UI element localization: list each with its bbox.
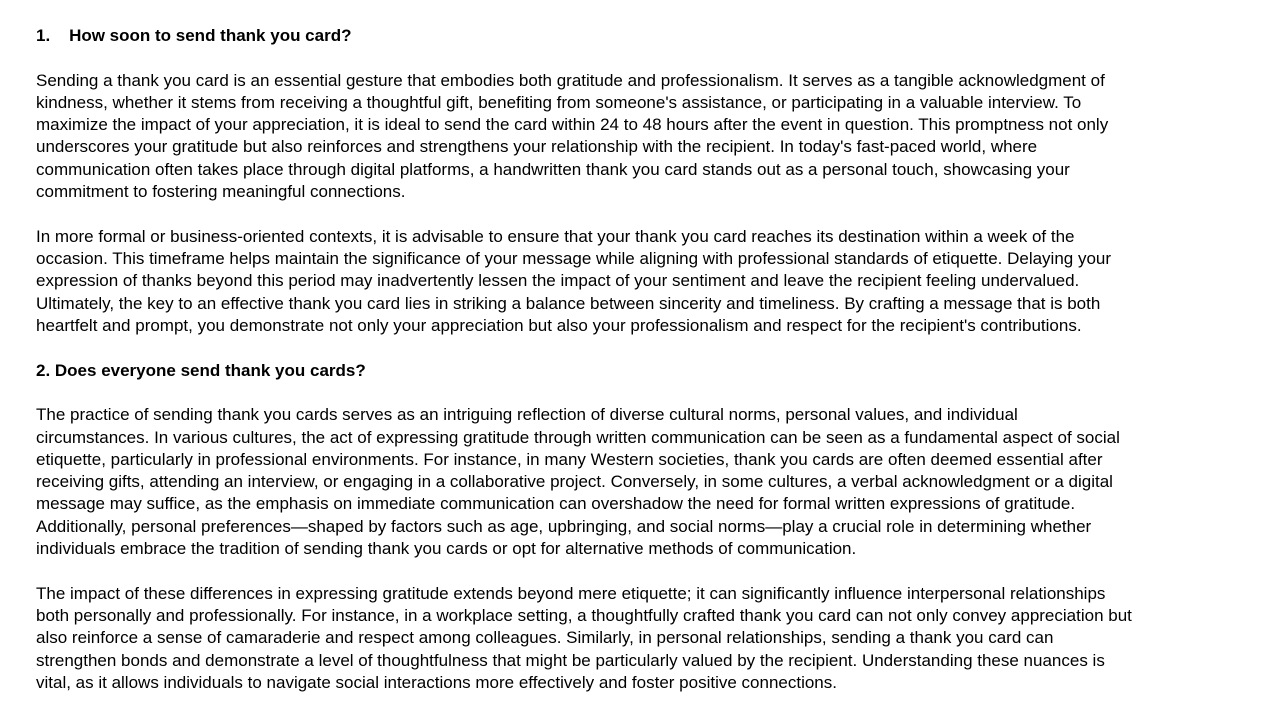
section-1-paragraph-2: In more formal or business-oriented contexts, it is advisable to ensure that your thank you card reaches its destination within a week of the occasion. This timeframe helps maintain the significance of your message while aligning with professional standards of etiquette. Delaying your expression of thanks beyond this period may inadvertently lessen the impact of your sentiment and leave the recipient feeling undervalued. Ultimately, the key to an effective thank you card lies in striking a balance between sincerity and timeliness. By crafting a message that is both heartfelt and prompt, you demonstrate not only your appreciation but also your professionalism and respect for the recipient's contributions. (36, 226, 1112, 335)
section-2-paragraph-1: The practice of sending thank you cards serves as an intriguing reflection of diverse cultural norms, personal values, and individual circumstances. In various cultures, the act of expressing gratitude through written communication can be seen as a fundamental aspect of social etiquette, particularly in professional environments. For instance, in many Western societies, thank you cards are often deemed essential after receiving gifts, attending an interview, or engaging in a collaborative project. Conversely, in some cultures, a verbal acknowledgment or a digital message may suffice, as the emphasis on immediate communication can overshadow the need for formal written expressions of gratitude. Additionally, personal preferences—shaped by factors such as age, upbringing, and social norms—play a crucial role in determining whether individuals embrace the tradition of sending thank you cards or opt for alternative methods of communication. (36, 405, 1120, 559)
document-body (36, 25, 1246, 694)
section-1-paragraph-1: Sending a thank you card is an essential gesture that embodies both gratitude and professionalism. It serves as a tangible acknowledgment of kindness, whether it stems from receiving a thoughtful gift, benefiting from someone's assistance, or participating in a valuable interview. To maximize the impact of your appreciation, it is ideal to send the card within 24 to 48 hours after the event in question. This promptness not only underscores your gratitude but also reinforces and strengthens your relationship with the recipient. In today's fast-paced world, where communication often takes place through digital platforms, a handwritten thank you card stands out as a personal touch, showcasing your commitment to fostering meaningful connections. (36, 70, 1109, 201)
section-2-heading: 2. Does everyone send thank you cards? (36, 360, 366, 380)
section-2-paragraph-2: The impact of these differences in expressing gratitude extends beyond mere etiquette; it can significantly influence interpersonal relationships both personally and professionally. For instance, in a workplace setting, a thoughtfully crafted thank you card can not only convey appreciation but also reinforce a sense of camaraderie and respect among colleagues. Similarly, in personal relationships, sending a thank you card can strengthen bonds and demonstrate a level of thoughtfulness that might be particularly valued by the recipient. Understanding these nuances is vital, as it allows individuals to navigate social interactions more effectively and foster positive connections. (36, 583, 1132, 693)
section-1-heading: 1. How soon to send thank you card? (36, 26, 352, 45)
